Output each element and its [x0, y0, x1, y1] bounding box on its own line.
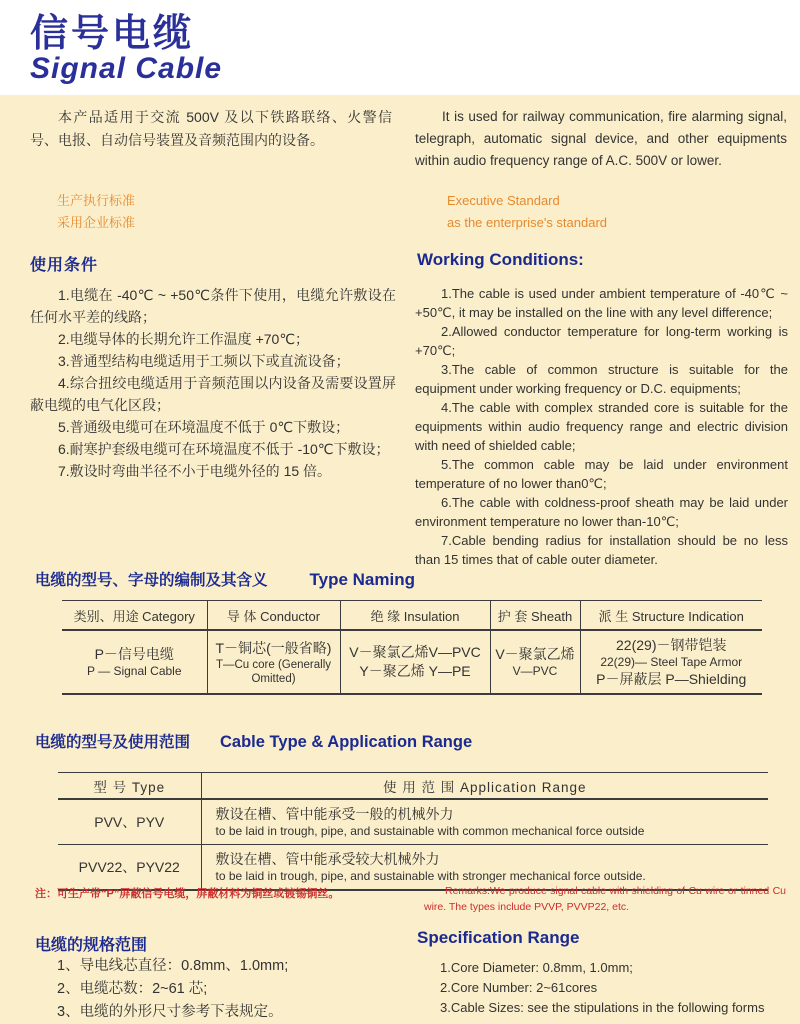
intro-paragraph-chinese	[30, 106, 392, 152]
page-title-chinese: 信号电缆	[30, 13, 195, 55]
standard-line: as the enterprise's standard	[447, 215, 608, 230]
section-heading-specification-en: Specification Range	[417, 928, 580, 947]
cell-line: P－信号电缆	[94, 646, 174, 662]
column-header-category: 类别、用途 Category	[62, 601, 207, 631]
remarks-note-en-text: Remarks:We produce signal cable with shielding of Cu wire or tinned Cu wire. The types include PVVP, PVVP22, etc.	[424, 885, 786, 913]
list-item: 6.耐寒护套级电缆可在环境温度不低于 -10℃下敷设；	[58, 441, 390, 457]
application-range-table	[58, 772, 768, 891]
cell-category	[62, 630, 207, 694]
cell-line: V—PVC	[512, 664, 558, 678]
table-header-row	[58, 773, 768, 800]
remarks-note-en	[424, 883, 786, 915]
cell-line: to be laid in trough, pipe, and sustainable with stronger mechanical force outside.	[215, 869, 646, 883]
cell-line: T—Cu core (Generally Omitted)	[215, 658, 332, 685]
cell-line: P－屏蔽层 P—Shielding	[596, 670, 747, 687]
list-item: 2、电缆芯数：2~61 芯;	[57, 981, 208, 997]
section-heading-application-range	[35, 730, 472, 752]
cell-cable-type	[58, 845, 201, 891]
table-row	[58, 799, 768, 845]
list-item: 3、电缆的外形尺寸参考下表规定。	[57, 1004, 283, 1020]
standard-line: 生产执行标准	[57, 193, 136, 208]
cell-application-range	[201, 799, 768, 845]
list-item: 2.电缆导体的长期允许工作温度 +70℃；	[58, 331, 310, 347]
list-item: 1、导电线芯直径：0.8mm、1.0mm;	[57, 958, 289, 974]
cell-line: Y－聚乙烯 Y—PE	[359, 663, 471, 679]
heading-application-en: Cable Type & Application Range	[220, 733, 473, 751]
list-item: 3.The cable of common structure is suitable for the equipment under working frequency or D.C. equipments;	[415, 362, 788, 396]
specification-list-zh	[57, 955, 397, 1024]
list-item: 4.综合扭绞电缆适用于音频范围以内设备及需要设置屏蔽电缆的电气化区段；	[30, 375, 396, 413]
list-item: 1.The cable is used under ambient temperature of -40℃ ~ +50℃, it may be installed on the line with any level difference;	[415, 286, 788, 320]
cell-line: PVV22、PYV22	[78, 858, 180, 875]
intro-text-zh: 本产品适用于交流 500V 及以下铁路联络、火警信号、电报、自动信号装置及音频范围内的设备。	[30, 109, 392, 148]
list-item: 5.The common cable may be laid under environment temperature of no lower than0℃;	[415, 457, 788, 491]
table-header-row	[62, 601, 762, 631]
cell-line: T－铜芯(一般省略)	[215, 639, 332, 656]
list-item: 4.The cable with complex stranded core is suitable for the equipments within audio frequency range and electric division with need of shielded cable;	[415, 400, 788, 453]
cell-cable-type	[58, 799, 201, 845]
cell-line: V－聚氯乙烯	[495, 646, 575, 662]
list-item: 6.The cable with coldness-proof sheath may be laid under environment temperature no lower than-10℃;	[415, 495, 788, 529]
cell-line: 22(29)— Steel Tape Armor	[600, 654, 743, 669]
standards-chinese	[57, 190, 135, 234]
standard-line: Executive Standard	[447, 193, 560, 208]
cell-structure-indication	[580, 630, 762, 694]
cell-conductor	[207, 630, 340, 694]
remarks-note-zh: 注：可生产带“P”屏蔽信号电缆，屏蔽材料为铜丝或镀锡铜丝。	[35, 888, 340, 900]
list-item: 5.普通级电缆可在环境温度不低于 0℃下敷设；	[58, 419, 350, 435]
intro-text-en: It is used for railway communication, fire alarming signal, telegraph, automatic signal device, and other equipments within audio frequency range of A.C. 500V or lower.	[415, 109, 787, 168]
working-conditions-list-zh	[30, 284, 396, 482]
section-heading-working-conditions-en: Working Conditions:	[417, 250, 584, 269]
standards-english	[447, 190, 607, 234]
list-item: 2.Allowed conductor temperature for long-term working is +70℃;	[415, 324, 788, 358]
heading-type-naming-zh: 电缆的型号、字母的编制及其含义	[35, 572, 268, 589]
cell-insulation	[340, 630, 490, 694]
section-heading-specification-zh: 电缆的规格范围	[35, 937, 148, 954]
cell-line: 22(29)－钢带铠装	[616, 636, 727, 653]
cell-line: V－聚氯乙烯V—PVC	[349, 644, 481, 660]
list-item: 3.Cable Sizes: see the stipulations in the following forms	[440, 1000, 765, 1015]
heading-application-zh: 电缆的型号及使用范围	[35, 734, 191, 751]
cell-line: 敷设在槽、管中能承受一般的机械外力	[215, 806, 454, 822]
standard-line: 采用企业标准	[57, 215, 136, 230]
column-header-structure: 派 生 Structure Indication	[580, 601, 762, 631]
list-item: 1.Core Diameter: 0.8mm, 1.0mm;	[440, 960, 633, 975]
list-item: 2.Core Number: 2~61cores	[440, 980, 598, 995]
column-header-type: 型 号 Type	[58, 773, 201, 800]
list-item: 7.Cable bending radius for installation should be no less than 15 times that of cable outer diameter.	[415, 533, 788, 567]
list-item: 3.普通型结构电缆适用于工频以下或直流设备；	[58, 353, 350, 369]
cell-line: PVV、PYV	[94, 813, 165, 830]
column-header-application-range: 使 用 范 围 Application Range	[201, 773, 768, 800]
column-header-conductor: 导 体 Conductor	[207, 601, 340, 631]
cell-line: to be laid in trough, pipe, and sustainable with common mechanical force outside	[215, 824, 645, 838]
cell-sheath	[490, 630, 580, 694]
list-item: 1.电缆在 -40℃ ~ +50℃条件下使用，电缆允许敷设在任何水平差的线路；	[30, 287, 396, 325]
heading-type-naming-en: Type Naming	[309, 570, 415, 589]
section-heading-working-conditions-zh: 使用条件	[30, 257, 99, 274]
intro-paragraph-english	[415, 106, 787, 172]
column-header-sheath: 护 套 Sheath	[490, 601, 580, 631]
specification-list-en	[440, 958, 788, 1018]
cell-line: 敷设在槽、管中能承受较大机械外力	[215, 851, 440, 867]
column-header-insulation: 绝 缘 Insulation	[340, 601, 490, 631]
list-item: 7.敷设时弯曲半径不小于电缆外径的 15 倍。	[58, 463, 332, 479]
page-title-english: Signal Cable	[30, 52, 223, 85]
cell-line: P — Signal Cable	[87, 664, 182, 678]
section-heading-type-naming	[35, 568, 415, 590]
working-conditions-list-en	[415, 284, 788, 569]
table-row	[62, 630, 762, 694]
type-naming-table	[62, 600, 762, 695]
